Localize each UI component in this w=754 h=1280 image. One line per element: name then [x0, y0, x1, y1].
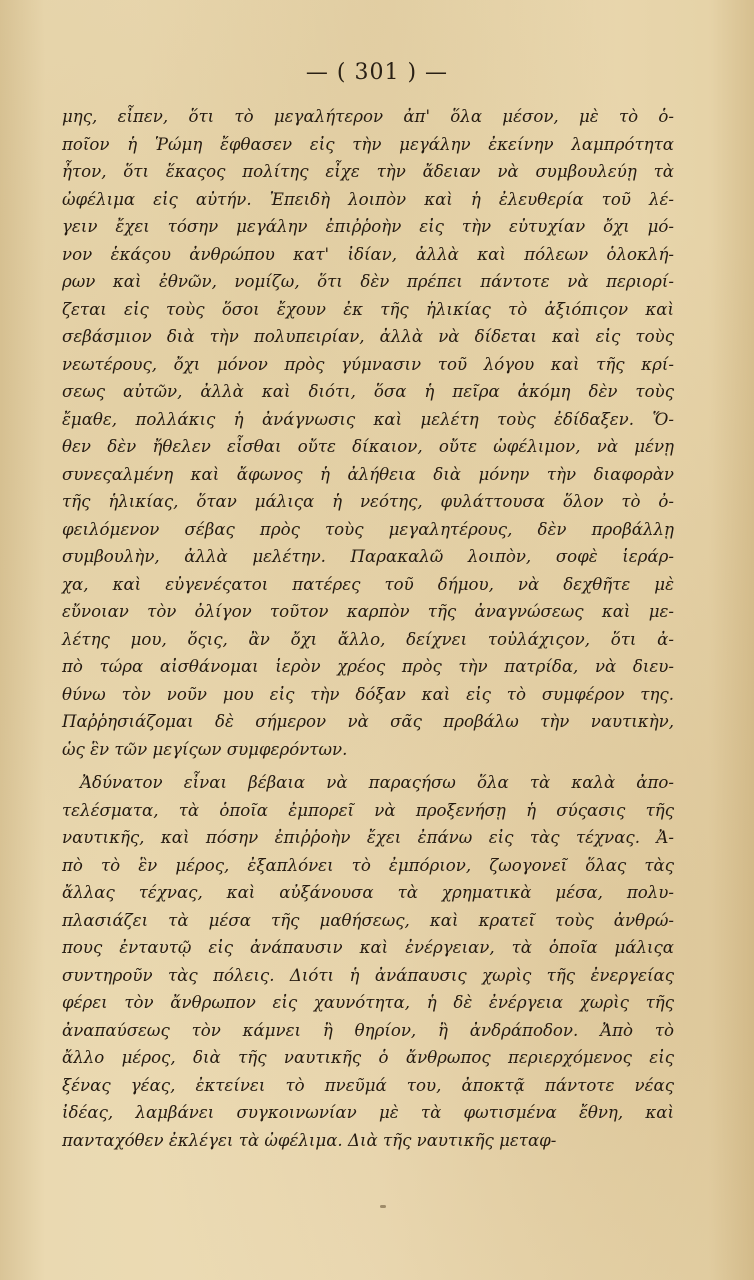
text-line: νον ἑκάςου ἀνθρώπου κατ' ἰδίαν, ἀλλὰ καὶ πόλεων ὁλοκλή-: [62, 244, 674, 264]
text-line: θεν δὲν ἤθελεν εἶσθαι οὔτε δίκαιον, οὔτε ὠφέλιμον, νὰ μένῃ: [62, 437, 674, 456]
text-line: συνεςαλμένη καὶ ἄφωνος ἡ ἀλήθεια διὰ μόνην τὴν διαφορὰν: [62, 464, 674, 484]
text-line: πανταχόθεν ἐκλέγει τὰ ὠφέλιμα. Διὰ τῆς ναυτικῆς μεταφ-: [62, 1130, 557, 1150]
text-line: ρων καὶ ἐθνῶν, νομίζω, ὅτι δὲν πρέπει πάντοτε νὰ περιορί-: [62, 272, 674, 291]
text-line: συμβουλὴν, ἀλλὰ μελέτην. Παρακαλῶ λοιπὸν, σοφὲ ἱεράρ-: [62, 547, 674, 566]
text-line: νεωτέρους, ὄχι μόνον πρὸς γύμνασιν τοῦ λόγου καὶ τῆς κρί-: [62, 354, 674, 374]
text-line: Ἀδύνατον εἶναι βέβαια νὰ παραςήσω ὅλα τὰ καλὰ ἀπο-: [80, 773, 674, 792]
text-line: πους ἐνταυτῷ εἰς ἀνάπαυσιν καὶ ἐνέργειαν, τὰ ὁποῖα μάλιςα: [62, 938, 674, 957]
text-line: πὸ τὸ ἓν μέρος, ἐξαπλόνει τὸ ἐμπόριον, ζωογονεῖ ὅλας τὰς: [62, 855, 674, 875]
text-line: εὔνοιαν τὸν ὀλίγον τοῦτον καρπὸν τῆς ἀναγνώσεως καὶ με-: [62, 602, 674, 621]
text-line: ἄλλας τέχνας, καὶ αὐξάνουσα τὰ χρηματικὰ μέσα, πολυ-: [62, 883, 674, 902]
text-line: ἦτον, ὅτι ἕκαςος πολίτης εἶχε τὴν ἄδειαν νὰ συμβουλεύῃ τὰ: [62, 162, 674, 181]
text-line: πὸ τώρα αἰσθάνομαι ἱερὸν χρέος πρὸς τὴν πατρίδα, νὰ διευ-: [62, 657, 674, 676]
text-line: Παῤῥησιάζομαι δὲ σήμερον νὰ σᾶς προβάλω τὴν ναυτικὴν,: [62, 712, 674, 731]
text-line: μης, εἶπεν, ὅτι τὸ μεγαλήτερον ἀπ' ὅλα μέσον, μὲ τὸ ὁ-: [62, 107, 674, 126]
text-line: ὡς ἓν τῶν μεγίςων συμφερόντων.: [62, 739, 348, 759]
text-line: ζεται εἰς τοὺς ὅσοι ἔχουν ἐκ τῆς ἡλικίας τὸ ἀξιόπιςον καὶ: [62, 299, 674, 319]
text-line: σεβάσμιον διὰ τὴν πολυπειρίαν, ἀλλὰ νὰ δίδεται καὶ εἰς τοὺς: [62, 327, 674, 346]
text-line: συντηροῦν τὰς πόλεις. Διότι ἡ ἀνάπαυσις χωρὶς τῆς ἐνεργείας: [62, 965, 674, 985]
text-line: ἰδέας, λαμβάνει συγκοινωνίαν μὲ τὰ φωτισμένα ἔθνη, καὶ: [62, 1103, 674, 1122]
text-line: γειν ἔχει τόσην μεγάλην ἐπιῤῥοὴν εἰς τὴν εὐτυχίαν ὄχι μό-: [62, 217, 674, 236]
text-line: τελέσματα, τὰ ὁποῖα ἐμπορεῖ νὰ προξενήσῃ ἡ σύςασις τῆς: [62, 800, 674, 820]
paragraph-1: [62, 103, 674, 763]
text-line: ἄλλο μέρος, διὰ τῆς ναυτικῆς ὁ ἄνθρωπος περιερχόμενος εἰς: [62, 1048, 674, 1067]
text-line: ἔμαθε, πολλάκις ἡ ἀνάγνωσις καὶ μελέτη τοὺς ἐδίδαξεν. Ὅ-: [62, 409, 674, 429]
text-line: ἀναπαύσεως τὸν κάμνει ἢ θηρίον, ἢ ἀνδράποδον. Ἀπὸ τὸ: [62, 1020, 674, 1040]
text-line: ναυτικῆς, καὶ πόσην ἐπιῤῥοὴν ἔχει ἐπάνω εἰς τὰς τέχνας. Ἀ-: [62, 828, 674, 847]
text-line: φέρει τὸν ἄνθρωπον εἰς χαυνότητα, ἡ δὲ ἐνέργεια χωρὶς τῆς: [62, 993, 674, 1012]
text-line: πλασιάζει τὰ μέσα τῆς μαθήσεως, καὶ κρατεῖ τοὺς ἀνθρώ-: [62, 910, 674, 930]
paragraph-2: [62, 769, 674, 1154]
page-header: — ( 301 ) —: [305, 60, 449, 85]
text-line: θύνω τὸν νοῦν μου εἰς τὴν δόξαν καὶ εἰς τὸ συμφέρον της.: [62, 684, 674, 704]
text-line: τῆς ἡλικίας, ὅταν μάλιςα ἡ νεότης, φυλάττουσα ὅλον τὸ ὀ-: [62, 492, 674, 511]
text-line: λέτης μου, ὅςις, ἂν ὄχι ἄλλο, δείχνει τοὐλάχιςον, ὅτι ἀ-: [62, 629, 674, 649]
body-text: [62, 103, 674, 1154]
text-line: ξένας γέας, ἐκτείνει τὸ πνεῦμά του, ἀποκτᾷ πάντοτε νέας: [62, 1075, 674, 1095]
text-line: φειλόμενον σέβας πρὸς τοὺς μεγαλητέρους, δὲν προβάλλῃ: [62, 519, 674, 539]
ink-speck: [380, 1205, 386, 1208]
text-line: σεως αὐτῶν, ἀλλὰ καὶ διότι, ὅσα ἡ πεῖρα ἀκόμη δὲν τοὺς: [62, 382, 674, 401]
text-line: ὠφέλιμα εἰς αὐτήν. Ἐπειδὴ λοιπὸν καὶ ἡ ἐλευθερία τοῦ λέ-: [62, 189, 674, 209]
text-line: χα, καὶ εὐγενέςατοι πατέρες τοῦ δήμου, νὰ δεχθῆτε μὲ: [62, 574, 674, 594]
text-line: ποῖον ἡ Ῥώμη ἔφθασεν εἰς τὴν μεγάλην ἐκείνην λαμπρότητα: [62, 134, 674, 154]
